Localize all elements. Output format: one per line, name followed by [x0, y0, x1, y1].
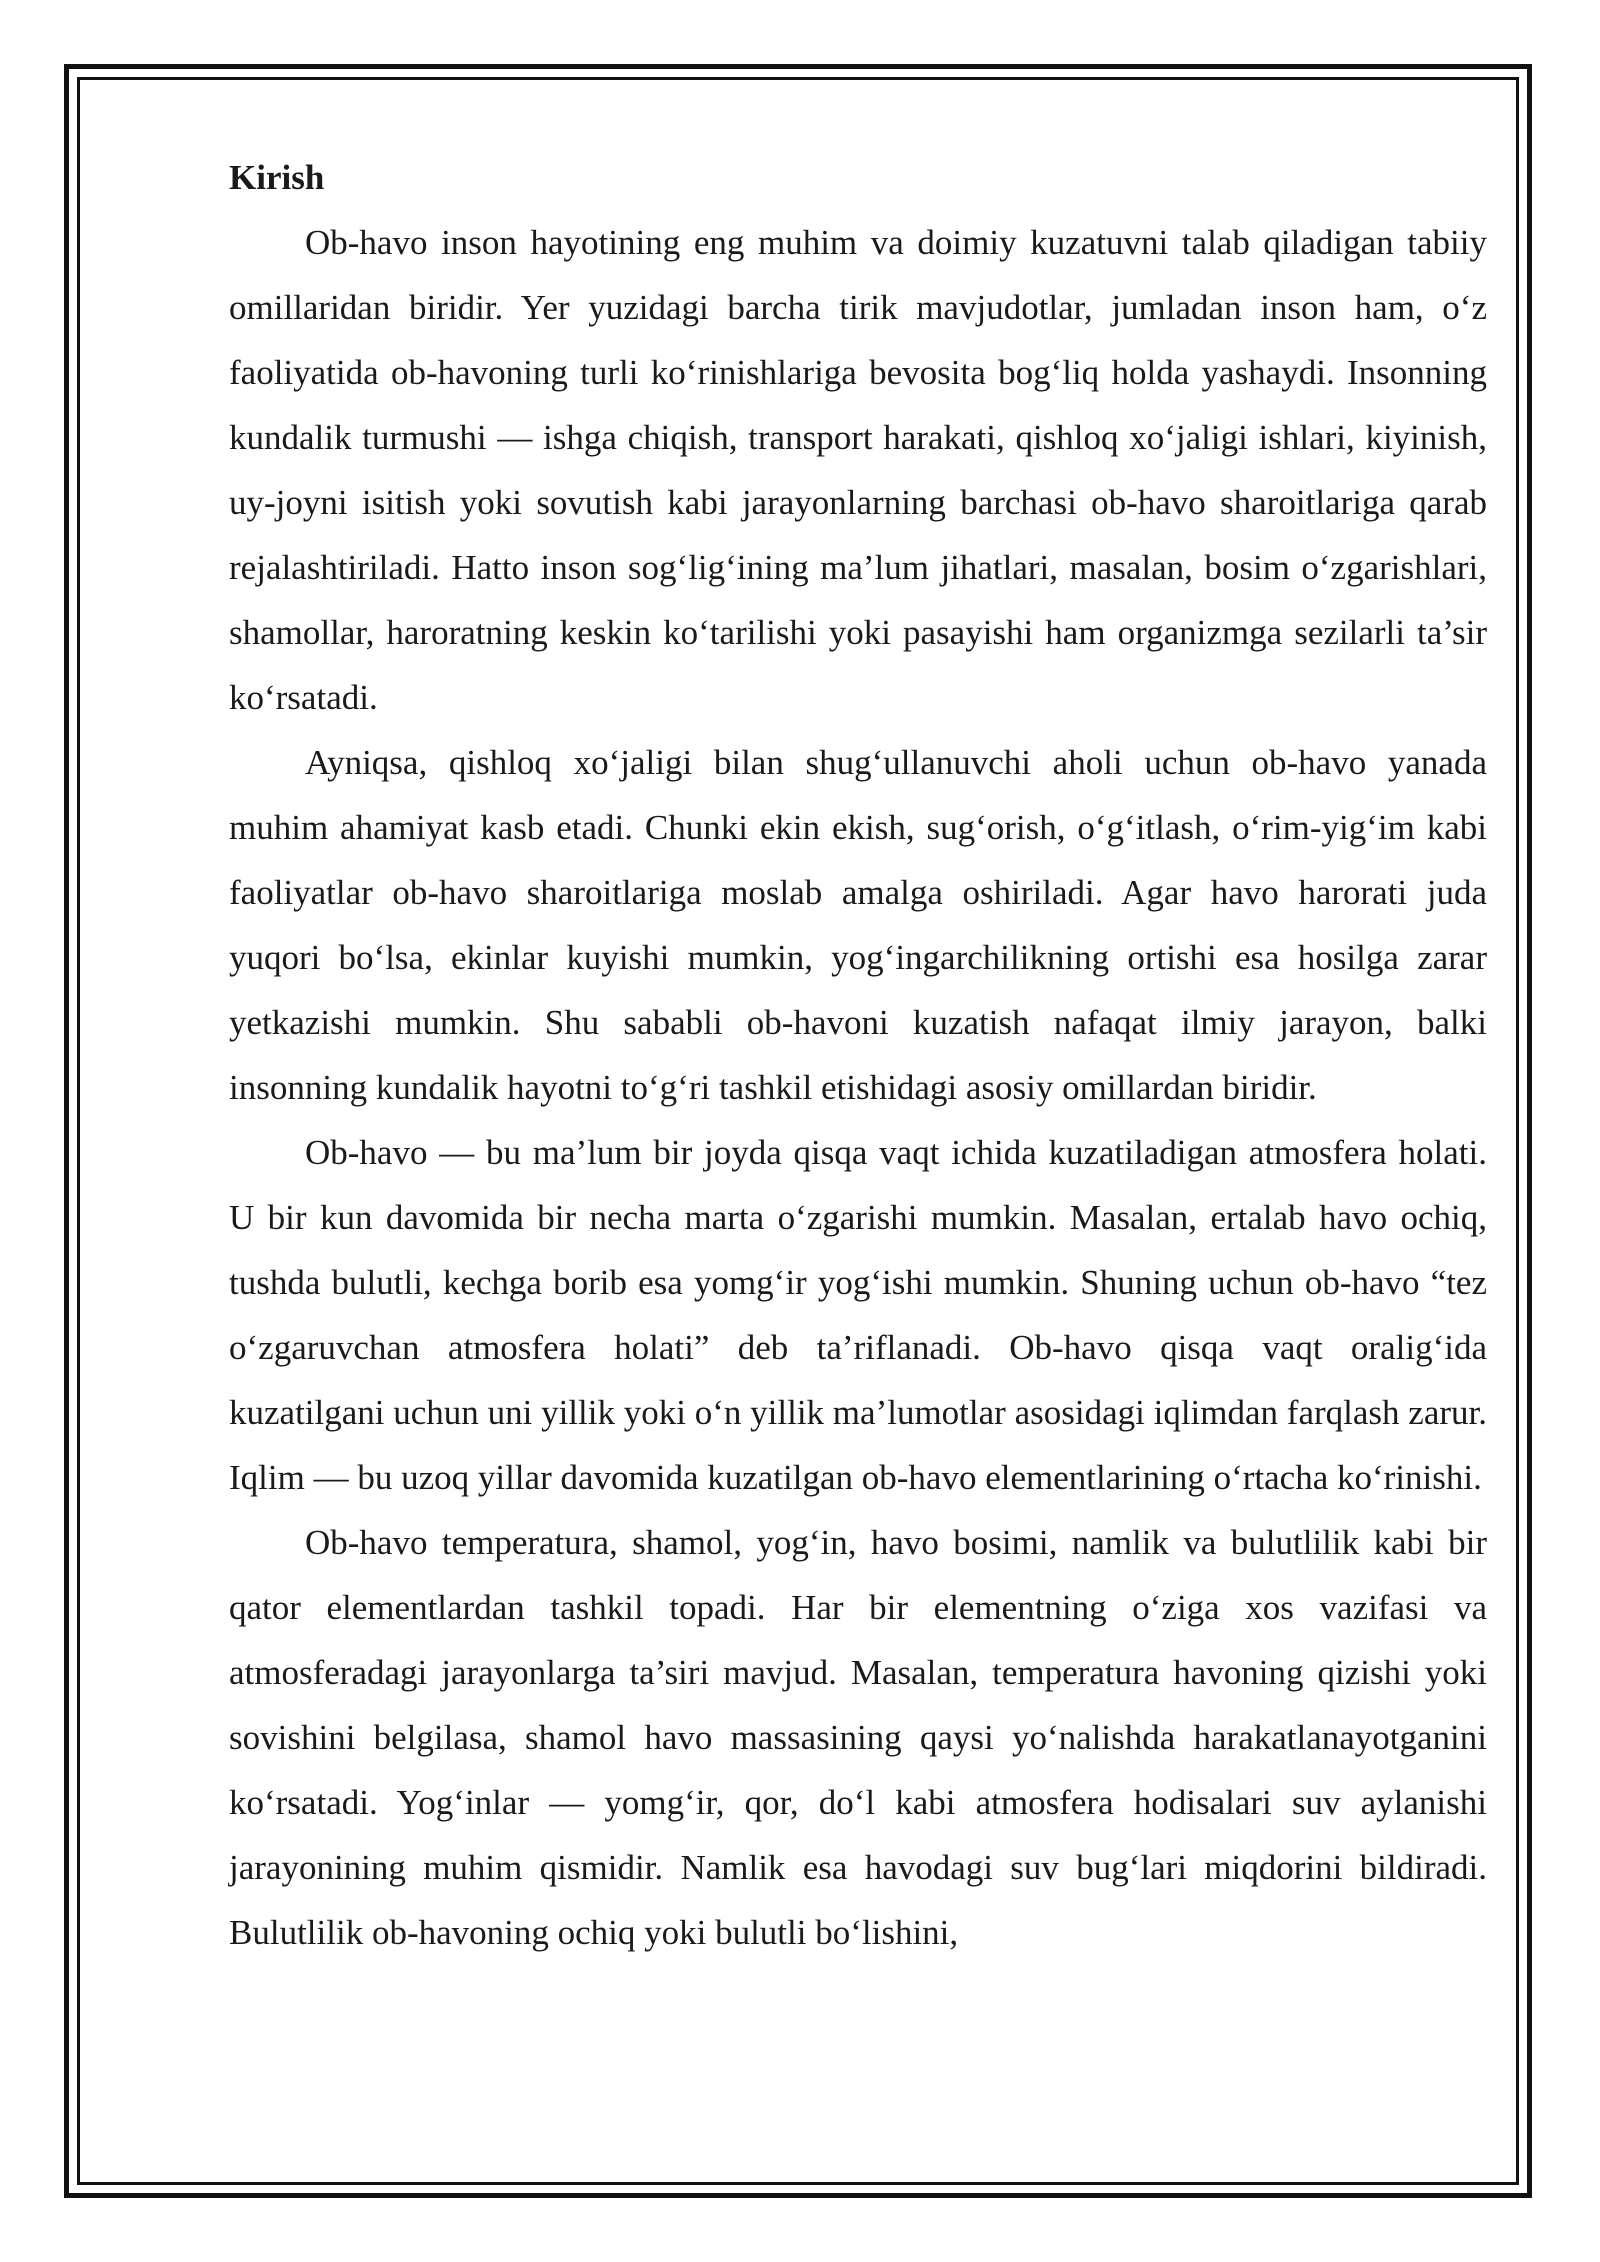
paragraph-3: Ob-havo — bu ma’lum bir joyda qisqa vaqt ichida kuzatiladigan atmosfera holati. U bir kun davomida bir necha marta o‘zgarishi mumkin. Masalan, ertalab havo ochiq, tushda bulutli, kechga borib esa yomg‘ir yog‘ishi mumkin. Shuning uchun ob-havo “tez o‘zgaruvchan atmosfera holati” deb ta’riflanadi. Ob-havo qisqa vaqt oralig‘ida kuzatilgani uchun uni yillik yoki o‘n yillik ma’lumotlar asosidagi iqlimdan farqlash zarur. Iqlim — bu uzoq yillar davomida kuzatilgan ob-havo elementlarining o‘rtacha ko‘rinishi.	[229, 1133, 1487, 1497]
section-heading: Kirish	[229, 158, 325, 197]
paragraph-4: Ob-havo temperatura, shamol, yog‘in, havo bosimi, namlik va bulutlilik kabi bir qator elementlardan tashkil topadi. Har bir elementning o‘ziga xos vazifasi va atmosferadagi jarayonlarga ta’siri mavjud. Masalan, temperatura havoning qizishi yoki sovishini belgilasa, shamol havo massasining qaysi yo‘nalishda harakatlanayotganini ko‘rsatadi. Yog‘inlar — yomg‘ir, qor, do‘l kabi atmosfera hodisalari suv aylanishi jarayonining muhim qismidir. Namlik esa havodagi suv bug‘lari miqdorini bildiradi. Bulutlilik ob-havoning ochiq yoki bulutli bo‘lishini,	[229, 1523, 1487, 1952]
document-body	[229, 145, 1487, 1965]
paragraph-2: Ayniqsa, qishloq xo‘jaligi bilan shug‘ullanuvchi aholi uchun ob-havo yanada muhim ahamiyat kasb etadi. Chunki ekin ekish, sug‘orish, o‘g‘itlash, o‘rim-yig‘im kabi faoliyatlar ob-havo sharoitlariga moslab amalga oshiriladi. Agar havo harorati juda yuqori bo‘lsa, ekinlar kuyishi mumkin, yog‘ingarchilikning ortishi esa hosilga zarar yetkazishi mumkin. Shu sababli ob-havoni kuzatish nafaqat ilmiy jarayon, balki insonning kundalik hayotni to‘g‘ri tashkil etishidagi asosiy omillardan biridir.	[229, 743, 1487, 1107]
paragraph-1: Ob-havo inson hayotining eng muhim va doimiy kuzatuvni talab qiladigan tabiiy omillaridan biridir. Yer yuzidagi barcha tirik mavjudotlar, jumladan inson ham, o‘z faoliyatida ob-havoning turli ko‘rinishlariga bevosita bog‘liq holda yashaydi. Insonning kundalik turmushi — ishga chiqish, transport harakati, qishloq xo‘jaligi ishlari, kiyinish, uy-joyni isitish yoki sovutish kabi jarayonlarning barchasi ob-havo sharoitlariga qarab rejalashtiriladi. Hatto inson sog‘lig‘ining ma’lum jihatlari, masalan, bosim o‘zgarishlari, shamollar, haroratning keskin ko‘tarilishi yoki pasayishi ham organizmga sezilarli ta’sir ko‘rsatadi.	[229, 223, 1487, 717]
